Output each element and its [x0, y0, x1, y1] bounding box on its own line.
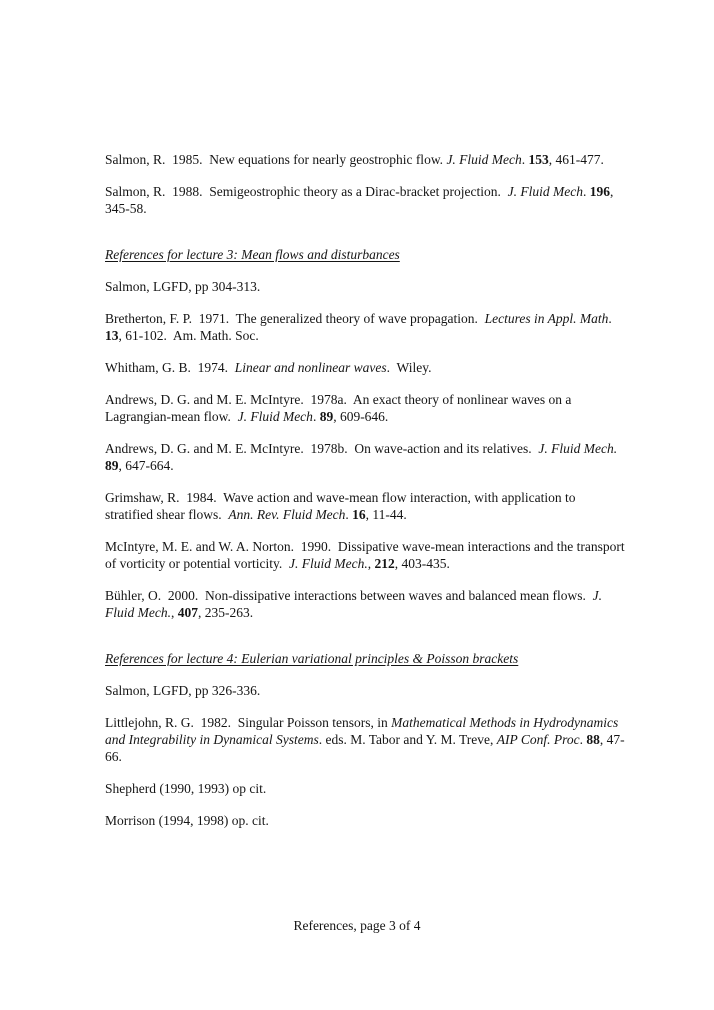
page-footer: References, page 3 of 4 — [293, 918, 421, 933]
reference-entry — [105, 151, 626, 168]
text-run: 212 — [374, 556, 395, 571]
text-run: 88 — [586, 732, 600, 747]
text-run: 407 — [177, 605, 198, 620]
text-run: , 11-44. — [365, 507, 407, 522]
text-run: 16 — [352, 507, 366, 522]
text-run: Andrews, D. G. and M. E. McIntyre. 1978b. On wave-action and its relatives. — [105, 441, 539, 456]
text-run: 89 — [105, 458, 119, 473]
reference-entry — [105, 812, 626, 829]
text-run: J. Fluid Mech. — [288, 556, 368, 571]
text-run: . Wiley. — [386, 360, 432, 375]
text-run: J. Fluid Mech. — [105, 588, 606, 620]
text-run: 13 — [105, 328, 119, 343]
text-run: J. Fluid Mech. — [538, 441, 618, 456]
reference-entry — [105, 391, 626, 425]
text-run: . — [608, 311, 616, 326]
text-run: , 235-263. — [197, 605, 254, 620]
text-run: , — [367, 556, 375, 571]
reference-entry — [105, 538, 629, 572]
text-run: Bühler, O. 2000. Non-dissipative interactions between waves and balanced mean flows. — [105, 588, 593, 603]
text-run: . — [579, 732, 587, 747]
text-run: Mathematical Methods in Hydrodynamics and Integrability in Dynamical Systems — [105, 715, 622, 747]
reference-entry — [105, 359, 626, 376]
text-run: Littlejohn, R. G. 1982. Singular Poisson tensors, in — [105, 715, 392, 730]
text-run: 89 — [319, 409, 334, 424]
text-run: Whitham, G. B. 1974. — [105, 360, 235, 375]
text-run: J. Fluid Mech — [237, 409, 313, 424]
text-run: Andrews, D. G. and M. E. McIntyre. 1978a. An exact theory of nonlinear waves on a Lagrangian-mean flow. — [105, 392, 575, 424]
text-run: , 609-646. — [333, 409, 389, 424]
text-run: , 47-66. — [105, 732, 625, 764]
text-run: Grimshaw, R. 1984. Wave action and wave-mean flow interaction, with application to stratified shear flows. — [105, 490, 579, 522]
text-run: . — [521, 152, 529, 167]
text-run: Morrison (1994, 1998) op. cit. — [105, 813, 269, 828]
text-run: J. Fluid Mech — [507, 184, 584, 199]
text-run: . — [345, 507, 353, 522]
text-run: References for lecture 4: Eulerian variational principles & Poisson brackets — [105, 651, 519, 666]
text-run: 196 — [589, 184, 611, 199]
reference-entry — [105, 780, 626, 797]
text-run: Salmon, R. 1985. New equations for nearly geostrophic flow. — [105, 152, 447, 167]
text-run: Lectures in Appl. Math — [484, 311, 609, 326]
text-run: , 61-102. Am. Math. Soc. — [118, 328, 259, 343]
text-run: . eds. M. Tabor and Y. M. Treve, — [318, 732, 497, 747]
text-run: , 461-477. — [548, 152, 604, 167]
text-run: Bretherton, F. P. 1971. The generalized theory of wave propagation. — [105, 311, 485, 326]
reference-entry — [105, 682, 626, 699]
text-run: AIP Conf. Proc — [496, 732, 580, 747]
reference-entry — [105, 183, 626, 217]
text-run: Salmon, R. 1988. Semigeostrophic theory as a Dirac-bracket projection. — [105, 184, 508, 199]
section-heading — [105, 246, 626, 263]
text-run: , 403-435. — [394, 556, 450, 571]
reference-entry — [105, 714, 626, 765]
text-run: , 345-58. — [105, 184, 617, 216]
text-run: Shepherd (1990, 1993) op cit. — [105, 781, 267, 796]
text-run: Ann. Rev. Fluid Mech — [228, 507, 346, 522]
text-run: , 647-664. — [118, 458, 174, 473]
text-run: 153 — [528, 152, 549, 167]
reference-entry — [105, 278, 626, 295]
reference-entry — [105, 310, 626, 344]
text-run: McIntyre, M. E. and W. A. Norton. 1990. Dissipative wave-mean interactions and the transport of vorticity or potential vorticity. — [105, 539, 629, 571]
text-run — [617, 441, 620, 456]
text-run: Salmon, LGFD, pp 304-313. — [105, 279, 261, 294]
text-run: . — [583, 184, 590, 199]
section-heading — [105, 650, 626, 667]
text-run: Linear and nonlinear waves — [234, 360, 387, 375]
text-run: . — [312, 409, 320, 424]
text-run: References for lecture 3: Mean flows and disturbances — [105, 247, 400, 262]
text-run: J. Fluid Mech — [446, 152, 522, 167]
reference-entry — [105, 440, 626, 474]
reference-entry — [105, 587, 626, 621]
references-list — [105, 151, 629, 844]
text-run: Salmon, LGFD, pp 326-336. — [105, 683, 261, 698]
reference-entry — [105, 489, 626, 523]
text-run: , — [170, 605, 178, 620]
